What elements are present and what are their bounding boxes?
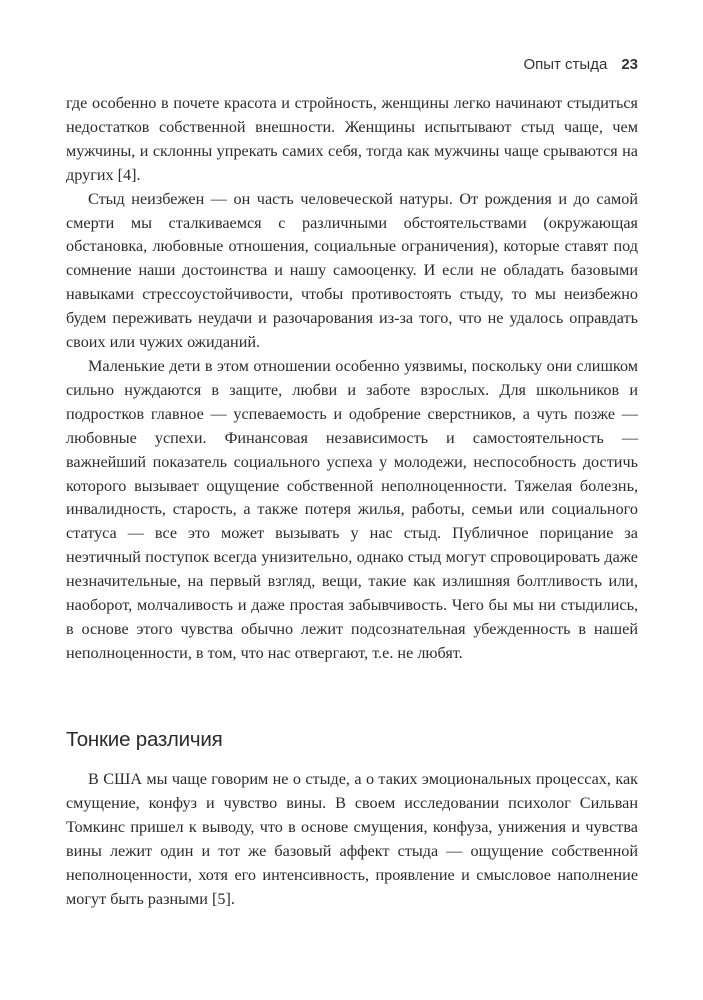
body-text-bottom: [66, 768, 638, 911]
paragraph: Маленькие дети в этом отношении особенно уязвимы, поскольку они слишком сильно нуждаются в защите, любви и заботе взрослых. Для школьников и подростков главное — успеваемость и одобрение сверстников, а чуть позже — любовные успехи. Финансовая независимость и самостоятельность — важнейший показатель социального успеха у молодежи, неспособность достичь которого вызывает ощущение собственной неполноценности. Тяжелая болезнь, инвалидность, старость, а также потеря жилья, работы, семьи или социального статуса — все это может вызывать у нас стыд. Публичное порицание за неэтичный поступок всегда унизительно, однако стыд могут спровоцировать даже незначительные, на первый взгляд, вещи, такие как излишняя болтливость или, наоборот, молчаливость и даже простая забывчивость. Чего бы мы ни стыдились, в основе этого чувства обычно лежит подсознательная убежденность в нашей неполноценности, в том, что нас отвергают, т.е. не любят.: [66, 356, 638, 662]
running-head-title: Опыт стыда: [523, 56, 608, 73]
page-number: 23: [621, 56, 638, 73]
paragraph: Стыд неизбежен — он часть человеческой натуры. От рождения и до самой смерти мы сталкиваемся с различными обстоятельствами (окружающая обстановка, любовные отношения, социальные ограничения), которые ставят под сомнение наши достоинства и нашу самооценку. И если не обладать базовыми навыками стрессоустойчивости, чтобы противостоять стыду, то мы неизбежно будем переживать неудачи и разочарования из-за того, что не удалось оправдать своих или чужих ожиданий.: [66, 189, 638, 352]
section-heading: Тонкие различия: [66, 728, 223, 751]
body-text-top: [66, 92, 638, 666]
paragraph-continued: где особенно в почете красота и стройность, женщины легко начинают стыдиться недостатков собственной внешности. Женщины испытывают стыд чаще, чем мужчины, и склонны упрекать самих себя, тогда как мужчины чаще срываются на других [4].: [66, 94, 638, 184]
paragraph: В США мы чаще говорим не о стыде, а о таких эмоциональных процессах, как смущение, конфуз и чувство вины. В своем исследовании психолог Сильван Томкинс пришел к выводу, что в основе смущения, конфуза, унижения и чувства вины лежит один и тот же базовый аффект стыда — ощущение собственной неполноценности, хотя его интенсивность, проявление и смысловое наполнение могут быть разными [5].: [66, 770, 638, 908]
running-head: [523, 56, 638, 73]
